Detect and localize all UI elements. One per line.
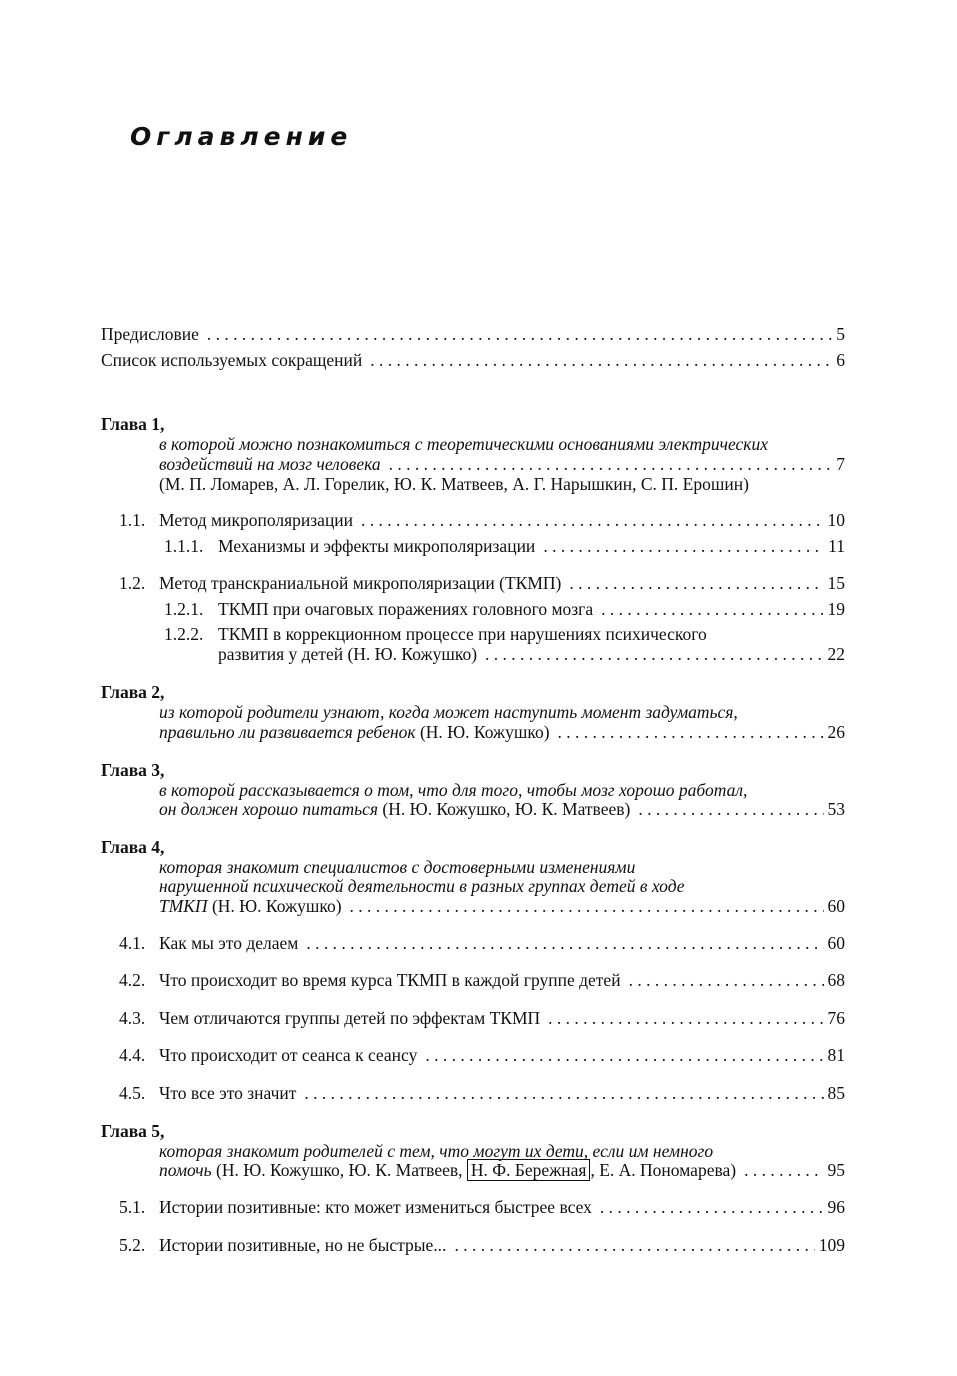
toc-entry-section-1-2-2[interactable]	[218, 644, 845, 664]
toc-entry-label: Список используемых сокращений	[101, 350, 363, 370]
dot-leader	[304, 1083, 823, 1103]
chapter-4-description-line: ТМКП	[159, 896, 208, 916]
page-number: 10	[827, 510, 845, 530]
page-number: 7	[836, 454, 845, 474]
dot-leader	[361, 510, 823, 530]
section-number: 1.2.	[119, 573, 146, 593]
chapter-5-description-line: которая знакомит родителей с тем, что могут их дети, если им немного	[159, 1141, 714, 1161]
page-number: 19	[827, 599, 845, 619]
chapter-5-description-line: помочь	[159, 1160, 212, 1180]
dot-leader	[485, 644, 823, 664]
section-number: 5.2.	[119, 1235, 146, 1255]
highlighted-author: Н. Ф. Бережная	[467, 1159, 591, 1181]
page-number: 68	[827, 970, 845, 990]
dot-leader	[569, 573, 823, 593]
page-number: 85	[827, 1083, 845, 1103]
toc-entry-label: Метод транскраниальной микрополяризации (ТКМП)	[159, 573, 562, 593]
dot-leader	[389, 454, 833, 474]
toc-entry-label: ТКМП при очаговых поражениях головного мозга	[218, 599, 594, 619]
section-number: 4.1.	[119, 933, 146, 953]
dot-leader	[425, 1045, 823, 1065]
toc-entry-section-1-1-1[interactable]	[218, 536, 845, 556]
chapter-3-heading: Глава 3,	[101, 760, 165, 780]
toc-entry-label: Истории позитивные, но не быстрые...	[159, 1235, 447, 1255]
dot-leader	[350, 896, 824, 916]
toc-entry-chapter-4[interactable]	[159, 896, 845, 916]
chapter-2-authors: (Н. Ю. Кожушко)	[419, 722, 550, 742]
dot-leader	[744, 1160, 823, 1180]
toc-entry-section-4-1[interactable]	[159, 933, 845, 953]
chapter-5-heading: Глава 5,	[101, 1121, 165, 1141]
toc-entry-label: развития у детей (Н. Ю. Кожушко)	[218, 644, 478, 664]
chapter-3-authors: (Н. Ю. Кожушко, Ю. К. Матвеев)	[382, 799, 631, 819]
toc-entry-label: ТКМП в коррекционном процессе при нарушениях психического	[218, 624, 707, 644]
chapter-2-heading: Глава 2,	[101, 682, 165, 702]
page-number: 81	[827, 1045, 845, 1065]
page-number: 96	[827, 1197, 845, 1217]
toc-entry-chapter-1[interactable]	[159, 454, 845, 474]
toc-entry-label: Предисловие	[101, 324, 199, 344]
toc-entry-section-5-2[interactable]	[159, 1235, 845, 1255]
toc-entry-section-1-2-1[interactable]	[218, 599, 845, 619]
chapter-4-description-line: которая знакомит специалистов с достоверными изменениями	[159, 857, 636, 877]
dot-leader	[306, 933, 823, 953]
toc-entry-abbreviations[interactable]	[101, 350, 845, 370]
dot-leader	[629, 970, 824, 990]
chapter-2-description-line: правильно ли развивается ребенок	[159, 722, 416, 742]
toc-entry-label: Истории позитивные: кто может измениться быстрее всех	[159, 1197, 592, 1217]
section-number: 4.5.	[119, 1083, 146, 1103]
section-number: 1.1.1.	[164, 536, 204, 556]
chapter-4-description-line: нарушенной психической деятельности в разных группах детей в ходе	[159, 876, 685, 896]
chapter-1-heading: Глава 1,	[101, 414, 165, 434]
page-number: 95	[827, 1160, 845, 1180]
dot-leader	[454, 1235, 814, 1255]
page-number: 26	[827, 722, 845, 742]
chapter-4-heading: Глава 4,	[101, 837, 165, 857]
page-title: Оглавление	[130, 122, 353, 151]
toc-entry-label: Что все это значит	[159, 1083, 297, 1103]
page-number: 5	[836, 324, 845, 344]
dot-leader	[207, 324, 832, 344]
page-number: 60	[827, 896, 845, 916]
toc-entry-label: Механизмы и эффекты микрополяризации	[218, 536, 536, 556]
toc-entry-label: Что происходит от сеанса к сеансу	[159, 1045, 418, 1065]
page-number: 22	[827, 644, 845, 664]
section-number: 4.3.	[119, 1008, 146, 1028]
section-number: 4.4.	[119, 1045, 146, 1065]
chapter-1-authors: (М. П. Ломарев, А. Л. Горелик, Ю. К. Матвеев, А. Г. Нарышкин, С. П. Ерошин)	[159, 474, 749, 494]
page-number: 15	[827, 573, 845, 593]
dot-leader	[601, 599, 823, 619]
chapter-1-description-line: в которой можно познакомиться с теоретическими основаниями электрических	[159, 434, 768, 454]
section-number: 1.2.1.	[164, 599, 204, 619]
chapter-2-description-line: из которой родители узнают, когда может наступить момент задуматься,	[159, 702, 738, 722]
toc-entry-section-1-1[interactable]	[159, 510, 845, 530]
chapter-3-description-line: в которой рассказывается о том, что для того, чтобы мозг хорошо работал,	[159, 780, 748, 800]
section-number: 5.1.	[119, 1197, 146, 1217]
chapter-5-authors-rest: , Е. А. Пономарева)	[590, 1160, 737, 1180]
chapter-4-authors: (Н. Ю. Кожушко)	[211, 896, 342, 916]
dot-leader	[558, 722, 824, 742]
dot-leader	[370, 350, 832, 370]
section-number: 1.1.	[119, 510, 146, 530]
toc-entry-section-4-3[interactable]	[159, 1008, 845, 1028]
toc-entry-label: Метод микрополяризации	[159, 510, 354, 530]
toc-entry-label: Чем отличаются группы детей по эффектам ТКМП	[159, 1008, 541, 1028]
toc-entry-section-1-2[interactable]	[159, 573, 845, 593]
toc-entry-section-4-5[interactable]	[159, 1083, 845, 1103]
chapter-1-description-line: воздействий на мозг человека	[159, 454, 381, 474]
chapter-3-description-line: он должен хорошо питаться	[159, 799, 378, 819]
dot-leader	[638, 799, 823, 819]
dot-leader	[543, 536, 824, 556]
toc-entry-section-4-4[interactable]	[159, 1045, 845, 1065]
toc-entry-chapter-5[interactable]	[159, 1160, 845, 1180]
toc-entry-label: Как мы это делаем	[159, 933, 299, 953]
toc-entry-chapter-3[interactable]	[159, 799, 845, 819]
page-number: 76	[827, 1008, 845, 1028]
toc-entry-preface[interactable]	[101, 324, 845, 344]
dot-leader	[600, 1197, 824, 1217]
toc-entry-chapter-2[interactable]	[159, 722, 845, 742]
dot-leader	[548, 1008, 823, 1028]
page-number: 11	[828, 536, 845, 556]
section-number: 1.2.2.	[164, 624, 204, 644]
section-number: 4.2.	[119, 970, 146, 990]
toc-entry-section-5-1[interactable]	[159, 1197, 845, 1217]
toc-entry-section-4-2[interactable]	[159, 970, 845, 990]
page-number: 53	[827, 799, 845, 819]
chapter-5-authors: (Н. Ю. Кожушко, Ю. К. Матвеев,	[216, 1160, 463, 1180]
page-number: 109	[818, 1235, 845, 1255]
page-number: 6	[836, 350, 845, 370]
page-number: 60	[827, 933, 845, 953]
toc-entry-label: Что происходит во время курса ТКМП в каждой группе детей	[159, 970, 621, 990]
